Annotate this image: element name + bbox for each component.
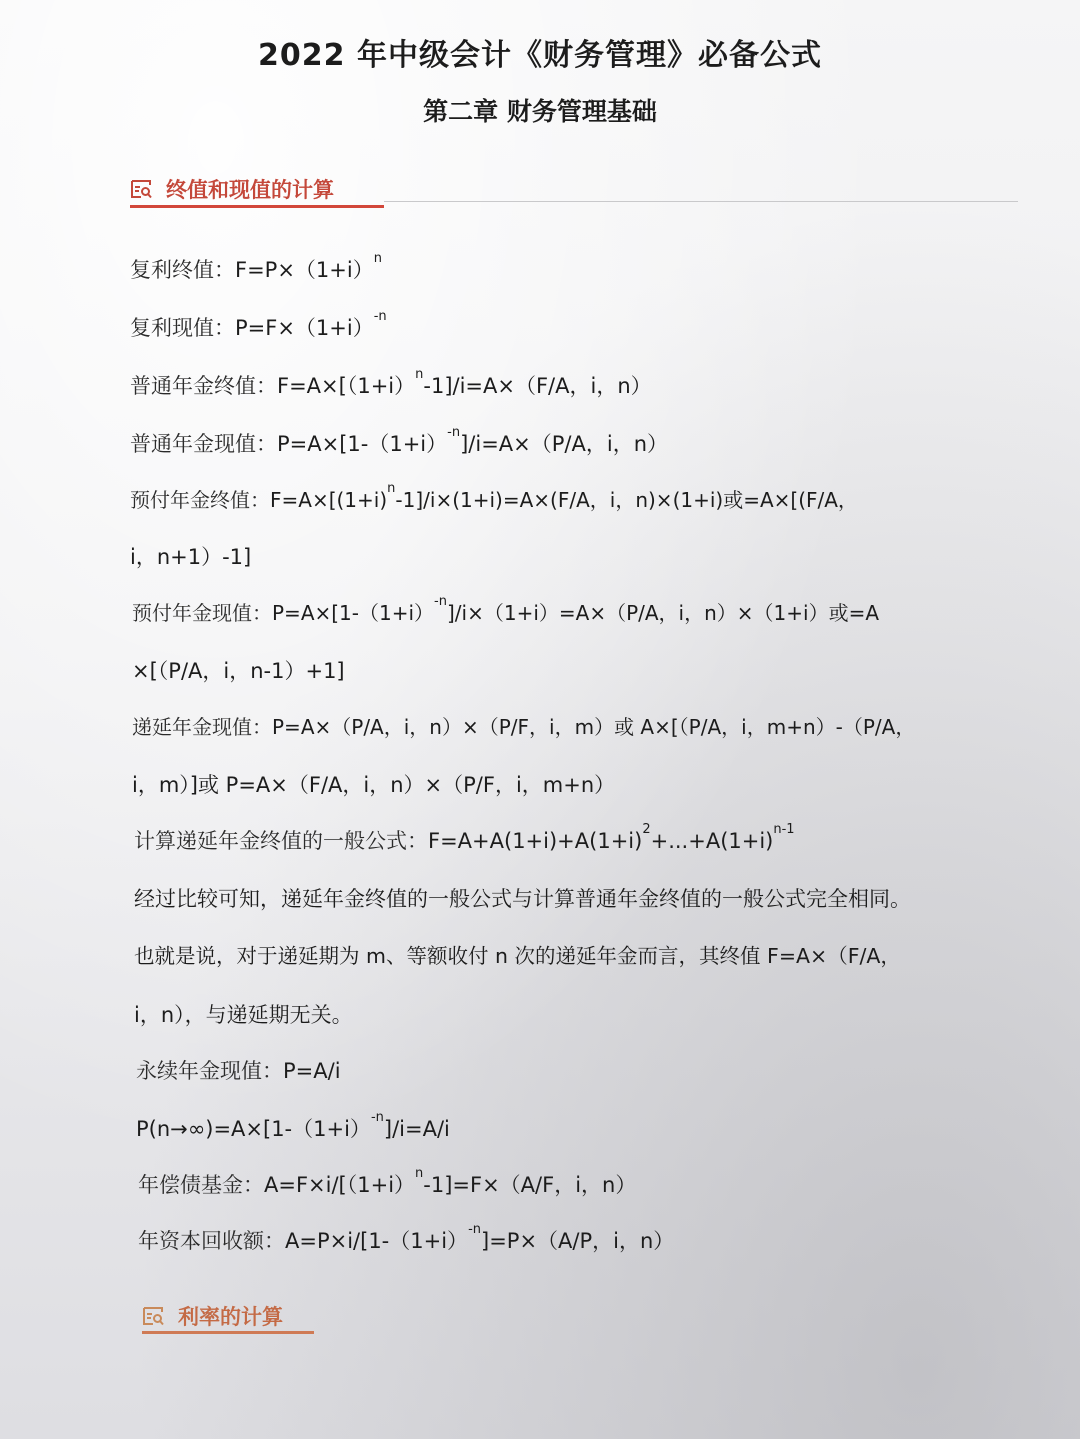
paragraph-explanation: 也就是说，对于递延期为 m、等额收付 n 次的递延年金而言，其终值 F=A×（F/A， [134, 944, 901, 968]
formula-expression: F=A×[(1+i) [270, 488, 388, 512]
formula-deferred-annuity-present-value-continued [132, 769, 615, 799]
formula-exponent: -n [468, 1222, 481, 1237]
search-document-icon [142, 1306, 164, 1326]
formula-annuity-due-future-value [130, 481, 858, 513]
formula-label: 预付年金现值： [132, 601, 272, 625]
section-underline-accent [142, 1331, 314, 1334]
formula-deferred-annuity-future-value [134, 822, 795, 855]
formula-perpetuity-limit [136, 1110, 450, 1143]
formula-sinking-fund [138, 1166, 637, 1199]
formula-expression: F=A×[（1+i） [277, 374, 416, 398]
formula-exponent: n [373, 251, 382, 266]
formula-label: 计算递延年金终值的一般公式： [134, 829, 428, 853]
section-header-interest-rate [142, 1301, 283, 1331]
formula-exponent: -n [370, 1110, 384, 1125]
search-document-icon [130, 179, 152, 199]
formula-expression: P(n→∞)=A×[1-（1+i） [136, 1117, 371, 1141]
formula-exponent: -n [373, 309, 387, 324]
formula-exponent: n-1 [773, 822, 795, 837]
formula-expression: i，m）]或 P=A×（F/A，i，n）×（P/F，i，m+n） [132, 773, 616, 797]
formula-label: 预付年金终值： [130, 488, 270, 512]
formula-perpetuity-present-value [136, 1055, 341, 1085]
formula-expression: ]/i=A/i [383, 1117, 450, 1141]
formula-expression: F=P×（1+i） [235, 258, 374, 282]
formula-expression: A=F×i/[（1+i） [264, 1173, 416, 1197]
formula-label: 永续年金现值： [136, 1059, 283, 1083]
formula-expression: ×[（P/A，i，n-1）+1] [132, 659, 345, 683]
formula-expression: P=F×（1+i） [235, 316, 374, 340]
formula-compound-future-value [130, 251, 382, 284]
formula-expression: -1]/i×(1+i)=A×(F/A，i，n)×(1+i)或=A×[(F/A， [395, 488, 858, 512]
formula-expression: P=A×（P/A，i，n）×（P/F，i，m）或 A×[（P/A，i，m+n）-（P/A， [272, 715, 916, 739]
formula-expression: P=A×[1-（1+i） [277, 432, 448, 456]
section-underline-accent [130, 205, 384, 208]
formula-expression: F=A+A(1+i)+A(1+i) [428, 829, 643, 853]
formula-expression: ]/i×（1+i）=A×（P/A，i，n）×（1+i）或=A [446, 601, 880, 625]
formula-expression: P=A×[1-（1+i） [272, 601, 435, 625]
formula-exponent: -n [434, 594, 447, 609]
formula-label: 递延年金现值： [132, 715, 272, 739]
formula-label: 复利终值： [130, 258, 235, 282]
formula-ordinary-annuity-future-value [130, 367, 652, 400]
formula-annuity-due-present-value-continued [132, 655, 345, 685]
paragraph-comparison: 经过比较可知，递延年金终值的一般公式与计算普通年金终值的一般公式完全相同。 [134, 887, 911, 911]
formula-exponent: -n [447, 425, 461, 440]
formula-label: 年资本回收额： [138, 1229, 285, 1253]
document-title: 2022 年中级会计《财务管理》必备公式 [258, 38, 822, 73]
formula-label: 年偿债基金： [138, 1173, 264, 1197]
formula-exponent: n [387, 481, 396, 496]
formula-ordinary-annuity-present-value [130, 425, 669, 458]
formula-annuity-due-present-value [132, 594, 880, 626]
chapter-title: 第二章 财务管理基础 [423, 97, 657, 126]
paragraph-explanation-continued: i，n），与递延期无关。 [134, 1003, 353, 1027]
formula-expression: +...+A(1+i) [650, 829, 774, 853]
formula-annuity-due-future-value-continued [130, 541, 251, 571]
formula-expression: P=A/i [283, 1059, 341, 1083]
formula-expression: ]=P×（A/P，i，n） [481, 1229, 675, 1253]
formula-expression: ]/i=A×（P/A，i，n） [460, 432, 669, 456]
formula-expression: -1]/i=A×（F/A，i，n） [423, 374, 652, 398]
section-title: 利率的计算 [178, 1305, 283, 1329]
formula-compound-present-value [130, 309, 387, 342]
section-title: 终值和现值的计算 [166, 178, 334, 202]
formula-expression: i，n+1）-1] [130, 545, 252, 569]
formula-deferred-annuity-present-value [132, 711, 915, 740]
formula-label: 普通年金终值： [130, 374, 277, 398]
section-header-future-present-value [130, 174, 334, 204]
formula-exponent: n [415, 367, 424, 382]
formula-exponent: n [415, 1166, 424, 1181]
formula-label: 复利现值： [130, 316, 235, 340]
formula-exponent: 2 [642, 822, 651, 837]
formula-expression: A=P×i/[1-（1+i） [285, 1229, 469, 1253]
formula-expression: -1]=F×（A/F，i，n） [423, 1173, 637, 1197]
formula-capital-recovery [138, 1222, 675, 1255]
formula-label: 普通年金现值： [130, 432, 277, 456]
section-divider [384, 201, 1018, 202]
